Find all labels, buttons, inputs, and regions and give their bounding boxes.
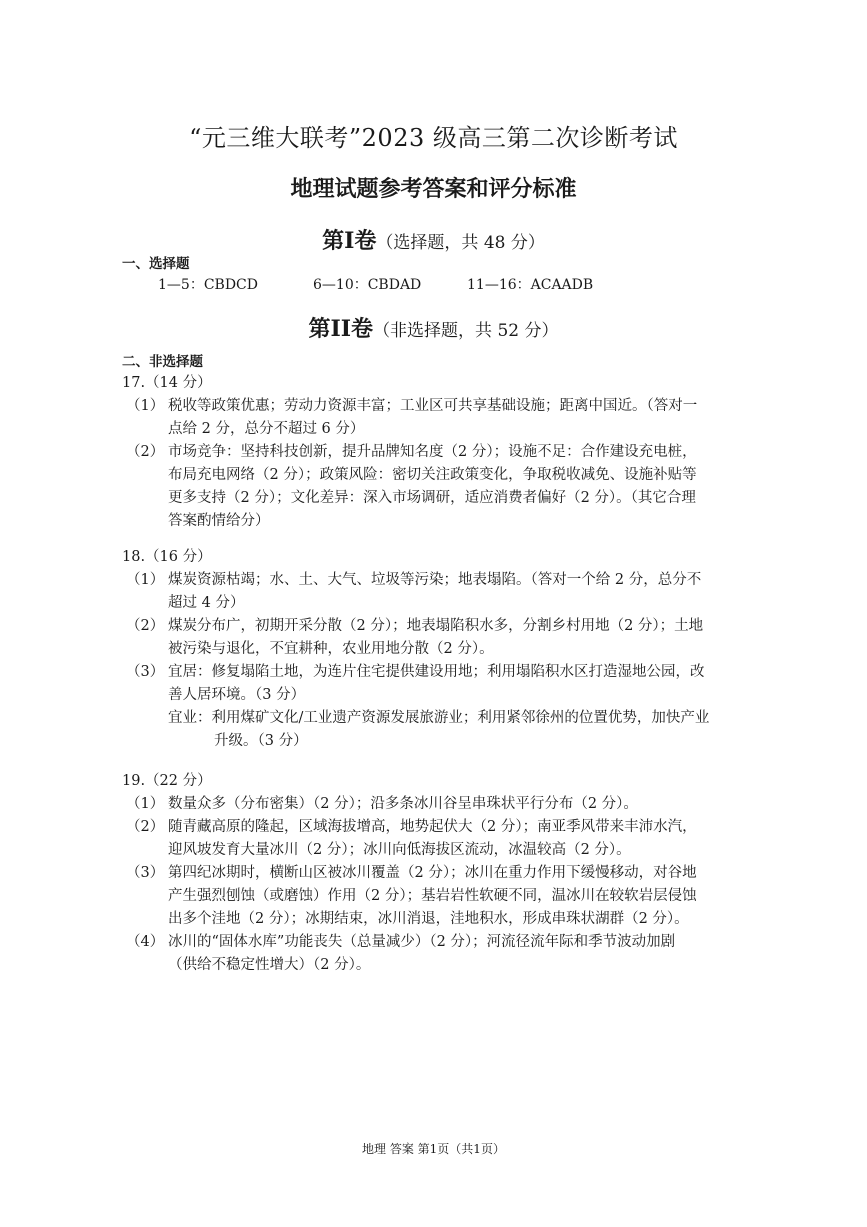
- item-line: 宜业：利用煤矿文化/工业遗产资源发展旅游业；利用紧邻徐州的位置优势，加快产业: [168, 710, 710, 726]
- part2-heading-main: 第II卷: [308, 316, 374, 342]
- item-line: 冰川的“固体水库”功能丧失（总量减少）（2 分）；河流径流年际和季节波动加剧: [168, 934, 676, 950]
- item-number: （1）: [126, 572, 165, 588]
- item-line: 出多个洼地（2 分）；冰期结束，冰川消退，洼地积水，形成串珠状湖群（2 分）。: [168, 911, 689, 927]
- question-17: [122, 372, 747, 533]
- item-line: 税收等政策优惠；劳动力资源丰富；工业区可共享基础设施；距离中国近。（答对一: [168, 398, 698, 414]
- answers-11-16: 11—16：ACAADB: [467, 277, 594, 293]
- part2-heading: [0, 312, 867, 343]
- q18-item-3-extra: [122, 707, 747, 753]
- item-line: 随青藏高原的隆起，区域海拔增高，地势起伏大（2 分）；南亚季风带来丰沛水汽，: [168, 819, 697, 835]
- item-line: 被污染与退化，不宜耕种，农业用地分散（2 分）。: [168, 641, 494, 657]
- item-line: 超过 4 分）: [168, 595, 245, 611]
- part1-heading-main: 第I卷: [322, 228, 377, 254]
- q19-item-2: [122, 816, 747, 862]
- item-line: 煤炭分布广，初期开采分散（2 分）；地表塌陷积水多，分割乡村用地（2 分）；土地: [168, 618, 704, 634]
- item-line: 产生强烈刨蚀（或磨蚀）作用（2 分）；基岩岩性软硬不同，温冰川在较软岩层侵蚀: [168, 888, 697, 904]
- q17-item-2: [122, 441, 747, 533]
- q19-item-3: [122, 862, 747, 931]
- item-line: 迎风坡发育大量冰川（2 分）；冰川向低海拔区流动，冰温较高（2 分）。: [168, 842, 631, 858]
- item-line: 数量众多（分布密集）（2 分）；沿多条冰川谷呈串珠状平行分布（2 分）。: [168, 796, 638, 812]
- answers-6-10: 6—10：CBDAD: [313, 277, 422, 293]
- item-number: （3）: [126, 865, 165, 881]
- q18-item-2: [122, 615, 747, 661]
- answers-1-5: 1—5：CBDCD: [158, 277, 258, 293]
- part1-heading: [0, 224, 867, 255]
- item-line: 升级。（3 分）: [214, 733, 308, 749]
- question-17-head: 17.（14 分）: [122, 375, 212, 391]
- item-line: 点给 2 分，总分不超过 6 分）: [168, 421, 365, 437]
- item-number: （2）: [126, 444, 165, 460]
- question-18-head: 18.（16 分）: [122, 549, 212, 565]
- item-number: （3）: [126, 664, 165, 680]
- section-nonchoice-label: 二、非选择题: [122, 354, 203, 370]
- exam-title: “元三维大联考”2023 级高三第二次诊断考试: [189, 124, 678, 152]
- item-line: 市场竞争：坚持科技创新，提升品牌知名度（2 分）；设施不足：合作建设充电桩，: [168, 444, 697, 460]
- part2-heading-note: （非选择题，共 52 分）: [373, 321, 559, 341]
- question-19-head: 19.（22 分）: [122, 773, 212, 789]
- q19-item-4: [122, 931, 747, 977]
- item-number: （1）: [126, 398, 165, 414]
- item-number: （2）: [126, 618, 165, 634]
- question-18: [122, 546, 747, 753]
- question-19: [122, 770, 747, 977]
- item-line: 善人居环境。（3 分）: [168, 687, 306, 703]
- q18-item-1: [122, 569, 747, 615]
- item-line: 布局充电网络（2 分）；政策风险：密切关注政策变化，争取税收减免、设施补贴等: [168, 467, 697, 483]
- item-line: 煤炭资源枯竭；水、土、大气、垃圾等污染；地表塌陷。（答对一个给 2 分，总分不: [168, 572, 702, 588]
- exam-subtitle: 地理试题参考答案和评分标准: [290, 176, 577, 202]
- q19-item-1: [122, 793, 747, 816]
- choice-answers: [158, 274, 593, 294]
- item-number: （2）: [126, 819, 165, 835]
- item-line: （供给不稳定性增大）（2 分）。: [168, 957, 371, 973]
- section-choice-label: 一、选择题: [122, 256, 190, 272]
- page-footer: 地理 答案 第1页（共1页）: [362, 1142, 505, 1156]
- item-line: 宜居：修复塌陷土地，为连片住宅提供建设用地；利用塌陷积水区打造湿地公园，改: [168, 664, 705, 680]
- q18-item-3: [122, 661, 747, 707]
- item-line: 答案酌情给分）: [168, 513, 270, 529]
- item-number: （1）: [126, 796, 165, 812]
- q17-item-1: [122, 395, 747, 441]
- item-line: 更多支持（2 分）；文化差异：深入市场调研，适应消费者偏好（2 分）。（其它合理: [168, 490, 696, 506]
- item-number: （4）: [126, 934, 165, 950]
- item-line: 第四纪冰期时，横断山区被冰川覆盖（2 分）；冰川在重力作用下缓慢移动，对谷地: [168, 865, 697, 881]
- part1-heading-note: （选择题，共 48 分）: [376, 233, 545, 253]
